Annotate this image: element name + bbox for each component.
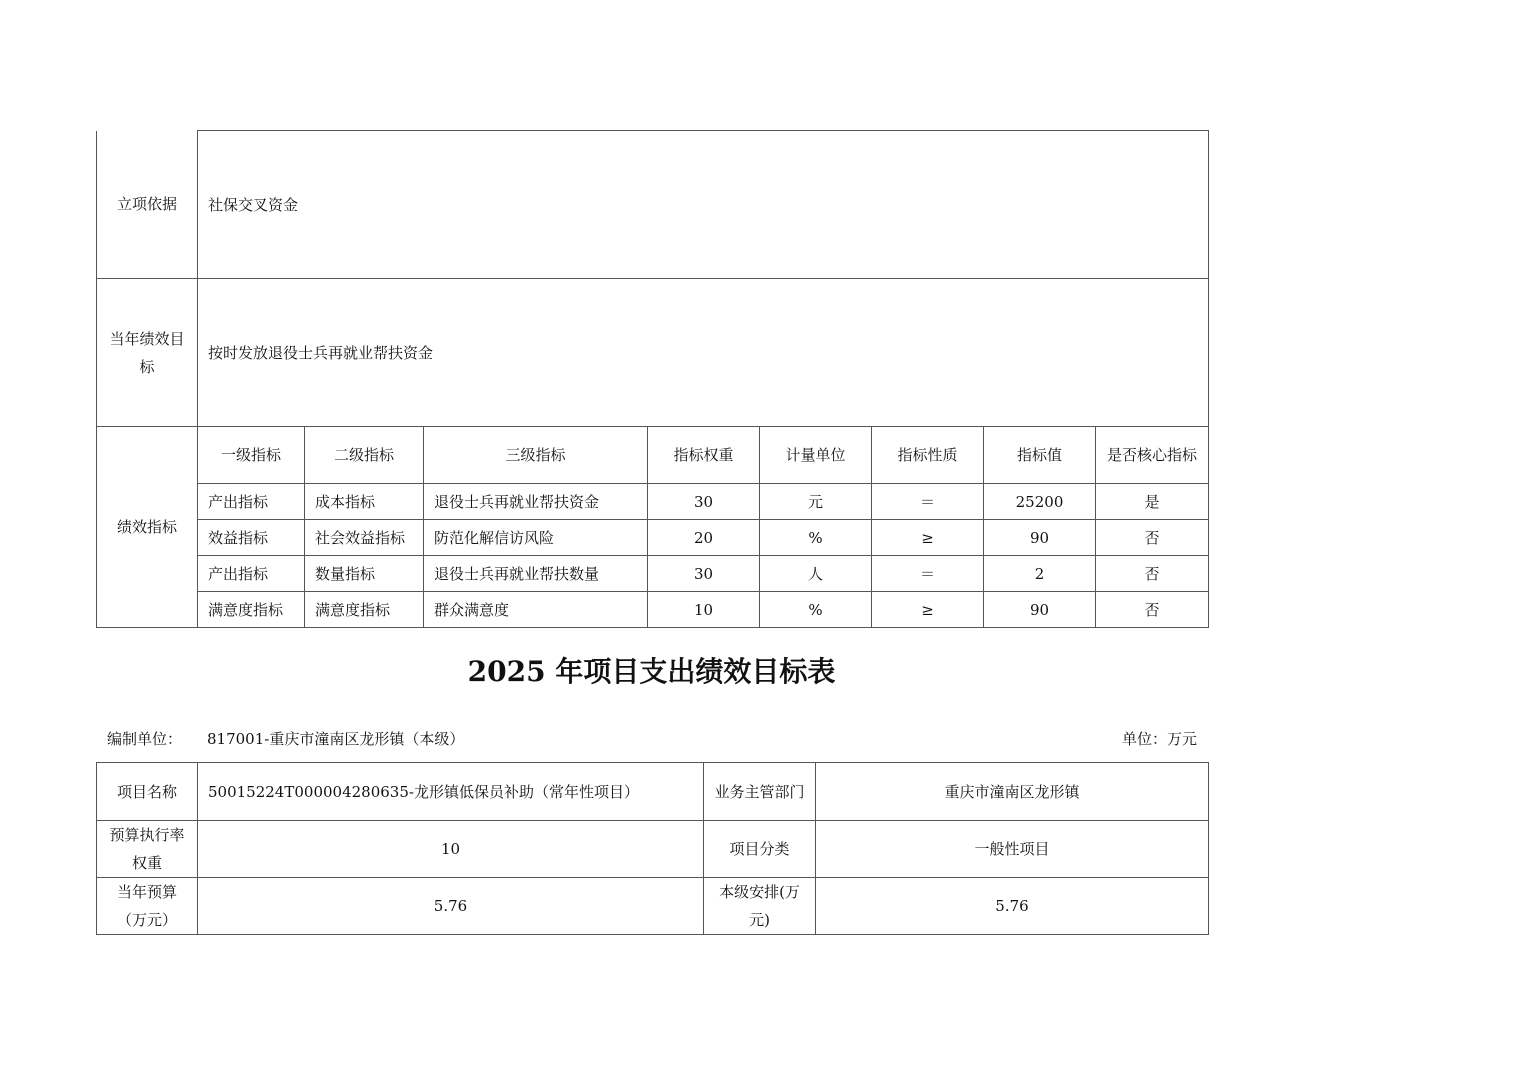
budget-label: 当年预算（万元）	[97, 878, 198, 935]
indicator-row	[97, 484, 1209, 520]
currency-unit: 单位：万元	[1121, 730, 1197, 748]
indicator-level2: 数量指标	[305, 556, 424, 592]
indicator-unit: 元	[760, 484, 872, 520]
indicator-value: 2	[984, 556, 1096, 592]
indicator-core: 否	[1096, 592, 1209, 628]
indicator-weight: 20	[648, 520, 760, 556]
level-arrangement-label: 本级安排(万元)	[704, 878, 816, 935]
indicator-level1: 满意度指标	[198, 592, 305, 628]
indicator-nature: ≥	[872, 520, 984, 556]
indicator-value: 25200	[984, 484, 1096, 520]
header-level3: 三级指标	[424, 427, 648, 484]
indicator-header-row	[97, 427, 1209, 484]
indicator-level2: 社会效益指标	[305, 520, 424, 556]
indicator-level1: 产出指标	[198, 556, 305, 592]
exec-weight-value: 10	[198, 821, 704, 878]
indicator-unit: %	[760, 592, 872, 628]
header-level2: 二级指标	[305, 427, 424, 484]
indicator-core: 是	[1096, 484, 1209, 520]
basis-row	[97, 131, 1209, 279]
indicator-level3: 退役士兵再就业帮扶资金	[424, 484, 648, 520]
header-level1: 一级指标	[198, 427, 305, 484]
indicator-core: 否	[1096, 556, 1209, 592]
indicator-unit: 人	[760, 556, 872, 592]
indicator-weight: 10	[648, 592, 760, 628]
indicator-level2: 满意度指标	[305, 592, 424, 628]
header-value: 指标值	[984, 427, 1096, 484]
indicator-value: 90	[984, 520, 1096, 556]
indicators-label: 绩效指标	[97, 427, 198, 628]
performance-table-upper	[96, 130, 1209, 628]
category-label: 项目分类	[704, 821, 816, 878]
indicator-row	[97, 592, 1209, 628]
goal-row	[97, 279, 1209, 427]
indicator-nature: ＝	[872, 484, 984, 520]
indicator-unit: %	[760, 520, 872, 556]
project-name-row	[97, 763, 1209, 821]
basis-value: 社保交叉资金	[198, 131, 1209, 279]
exec-weight-row	[97, 821, 1209, 878]
indicator-level3: 防范化解信访风险	[424, 520, 648, 556]
header-nature: 指标性质	[872, 427, 984, 484]
header-unit: 计量单位	[760, 427, 872, 484]
indicator-nature: ≥	[872, 592, 984, 628]
indicator-row	[97, 556, 1209, 592]
org-unit-line	[107, 726, 1197, 752]
budget-row	[97, 878, 1209, 935]
project-info-table	[96, 762, 1209, 935]
budget-value: 5.76	[198, 878, 704, 935]
dept-value: 重庆市潼南区龙形镇	[816, 763, 1209, 821]
indicator-level3: 退役士兵再就业帮扶数量	[424, 556, 648, 592]
exec-weight-label: 预算执行率权重	[97, 821, 198, 878]
indicator-nature: ＝	[872, 556, 984, 592]
indicator-value: 90	[984, 592, 1096, 628]
basis-label: 立项依据	[97, 131, 198, 279]
goal-value: 按时发放退役士兵再就业帮扶资金	[198, 279, 1209, 427]
goal-label: 当年绩效目标	[97, 279, 198, 427]
indicator-level1: 产出指标	[198, 484, 305, 520]
level-arrangement-value: 5.76	[816, 878, 1209, 935]
project-name-label: 项目名称	[97, 763, 198, 821]
project-name-value: 50015224T000004280635-龙形镇低保员补助（常年性项目）	[198, 763, 704, 821]
category-value: 一般性项目	[816, 821, 1209, 878]
header-weight: 指标权重	[648, 427, 760, 484]
indicator-level3: 群众满意度	[424, 592, 648, 628]
indicator-row	[97, 520, 1209, 556]
page-title: 2025 年项目支出绩效目标表	[467, 655, 836, 688]
indicator-core: 否	[1096, 520, 1209, 556]
header-core: 是否核心指标	[1096, 427, 1209, 484]
indicator-level1: 效益指标	[198, 520, 305, 556]
indicator-weight: 30	[648, 484, 760, 520]
dept-label: 业务主管部门	[704, 763, 816, 821]
indicator-level2: 成本指标	[305, 484, 424, 520]
org-label: 编制单位：	[107, 730, 183, 748]
indicator-weight: 30	[648, 556, 760, 592]
org-value: 817001-重庆市潼南区龙形镇（本级）	[207, 730, 465, 748]
